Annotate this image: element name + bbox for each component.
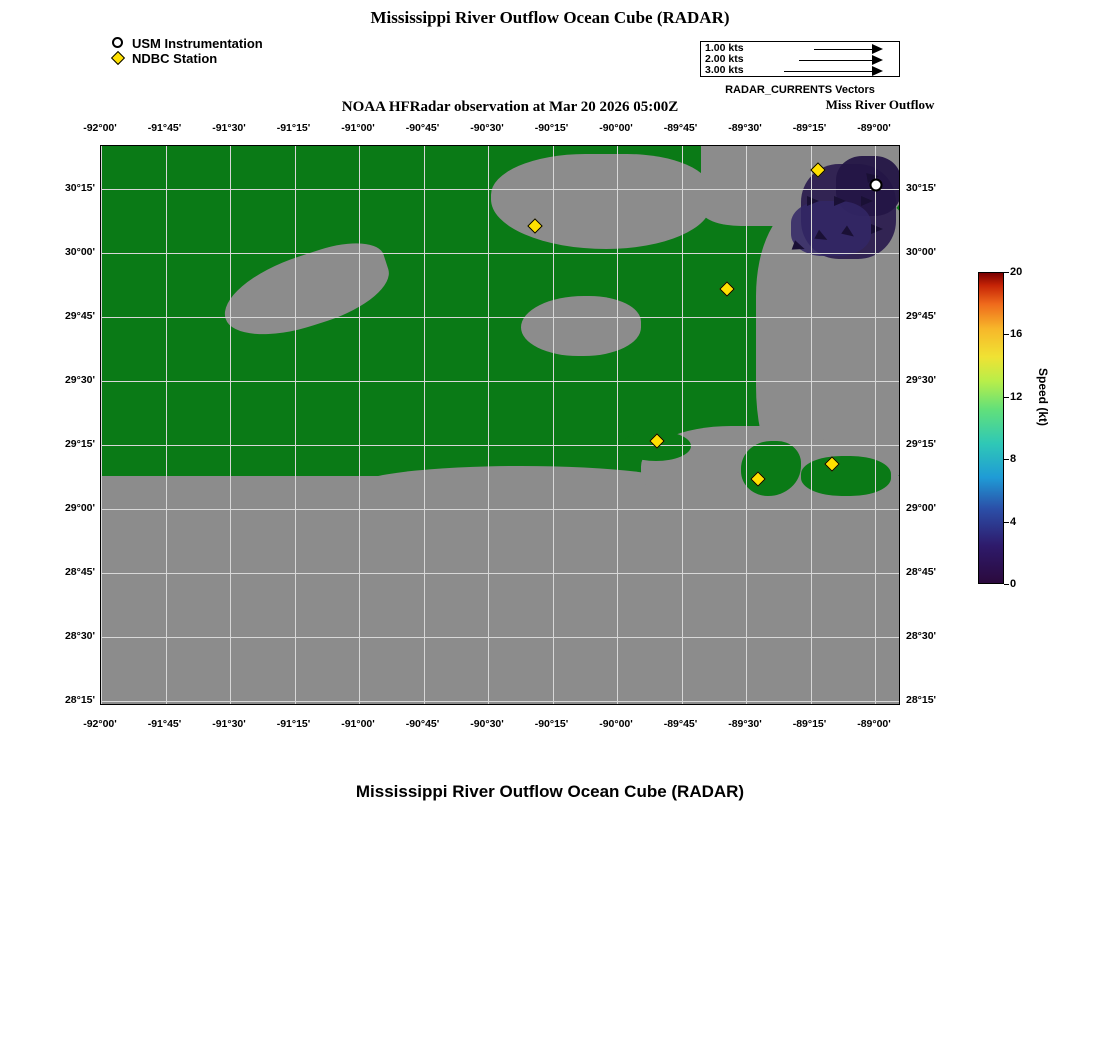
- gridline-horizontal: [101, 701, 899, 702]
- legend-item-usm: [110, 36, 263, 51]
- y-tick-label-right: 29°45': [906, 310, 937, 322]
- current-vector-arrow: [871, 224, 883, 234]
- y-tick-label-right: 28°15': [906, 694, 937, 706]
- y-tick-label-left: 28°15': [64, 694, 95, 706]
- x-tick-label-top: -91°30': [212, 122, 246, 134]
- vector-arrowhead-icon: [872, 44, 883, 54]
- vector-shaft-icon: [784, 71, 872, 72]
- vector-shaft-icon: [814, 49, 872, 50]
- vector-scale-key: [700, 41, 900, 77]
- x-tick-label-bottom: -89°45': [663, 718, 698, 730]
- gridline-horizontal: [101, 381, 899, 382]
- y-tick-label-left: 29°30': [64, 374, 95, 386]
- circle-marker-icon: [110, 36, 130, 51]
- water-channel-east: [801, 456, 891, 496]
- x-tick-label-bottom: -91°15': [276, 718, 311, 730]
- x-tick-label-top: -90°30': [470, 122, 504, 134]
- x-tick-label-top: -90°00': [599, 122, 633, 134]
- current-vector-arrow: [807, 196, 819, 206]
- vector-shaft-icon: [799, 60, 872, 61]
- y-tick-label-left: 30°00': [64, 246, 95, 258]
- y-tick-label-left: 29°00': [64, 502, 95, 514]
- gridline-vertical: [811, 146, 812, 704]
- gridline-horizontal: [101, 445, 899, 446]
- x-tick-label-top: -90°15': [534, 122, 569, 134]
- y-tick-label-right: 30°00': [906, 246, 937, 258]
- x-tick-label-bottom: -90°45': [405, 718, 440, 730]
- map-plot-area[interactable]: [100, 145, 900, 705]
- y-tick-label-right: 29°00': [906, 502, 937, 514]
- vector-key-caption: RADAR_CURRENTS Vectors: [725, 84, 875, 96]
- vector-key-row-3: [701, 65, 901, 77]
- x-tick-label-bottom: -91°00': [341, 718, 375, 730]
- map-canvas: [101, 146, 899, 704]
- x-tick-label-top: -91°45': [147, 122, 182, 134]
- y-tick-label-right: 28°45': [906, 566, 937, 578]
- gridline-vertical: [295, 146, 296, 704]
- y-tick-label-left: 29°45': [64, 310, 95, 322]
- x-tick-label-top: -91°00': [341, 122, 375, 134]
- vector-key-label-1: 1.00 kts: [705, 42, 744, 54]
- current-vector-arrow: [861, 196, 873, 206]
- colorbar-tick-label: 16: [1010, 328, 1023, 341]
- colorbar-tick-label: 12: [1010, 390, 1023, 403]
- symbol-legend: [110, 36, 263, 66]
- vector-key-label-2: 2.00 kts: [705, 53, 744, 65]
- gridline-vertical: [488, 146, 489, 704]
- x-tick-label-bottom: -91°30': [212, 718, 246, 730]
- vector-arrowhead-icon: [872, 55, 883, 65]
- gridline-vertical: [682, 146, 683, 704]
- y-tick-label-left: 30°15': [64, 182, 95, 194]
- colorbar-tick-label: 0: [1010, 578, 1017, 590]
- x-tick-label-bottom: -90°00': [599, 718, 633, 730]
- gridline-vertical: [359, 146, 360, 704]
- region-label: Miss River Outflow: [825, 97, 935, 112]
- x-tick-label-bottom: -91°45': [147, 718, 182, 730]
- usm-instrumentation-marker[interactable]: [870, 179, 883, 192]
- x-tick-label-top: -89°00': [857, 122, 891, 134]
- legend-item-ndbc: [110, 51, 263, 66]
- gridline-horizontal: [101, 573, 899, 574]
- x-tick-label-top: -89°15': [792, 122, 827, 134]
- legend-label-ndbc: NDBC Station: [132, 51, 218, 66]
- land-region-barrier: [356, 466, 686, 506]
- colorbar-gradient: [978, 272, 1004, 584]
- legend-label-usm: USM Instrumentation: [132, 36, 263, 51]
- land-region-inlet-b: [521, 296, 641, 356]
- footer-title: Mississippi River Outflow Ocean Cube (RADAR): [355, 782, 745, 801]
- y-tick-label-right: 28°30': [906, 630, 937, 642]
- y-tick-label-right: 29°30': [906, 374, 937, 386]
- colorbar-tick-label: 8: [1010, 453, 1017, 466]
- gridline-vertical: [553, 146, 554, 704]
- gridline-horizontal: [101, 317, 899, 318]
- x-tick-label-top: -90°45': [405, 122, 440, 134]
- gridline-vertical: [230, 146, 231, 704]
- x-tick-label-top: -89°30': [728, 122, 762, 134]
- observation-title: NOAA HFRadar observation at Mar 20 2026 05:00Z: [341, 99, 679, 115]
- colorbar-tick-label: 4: [1010, 515, 1017, 528]
- x-tick-label-bottom: -89°00': [857, 718, 891, 730]
- diamond-marker-icon: [110, 51, 130, 66]
- colorbar-title: Speed (kt): [1036, 368, 1050, 427]
- gridline-vertical: [746, 146, 747, 704]
- x-tick-label-bottom: -89°15': [792, 718, 827, 730]
- gridline-vertical: [875, 146, 876, 704]
- y-tick-label-left: 28°45': [64, 566, 95, 578]
- gridline-horizontal: [101, 637, 899, 638]
- y-tick-label-right: 29°15': [906, 438, 937, 450]
- y-tick-label-right: 30°15': [906, 182, 937, 194]
- x-tick-label-top: -89°45': [663, 122, 698, 134]
- colorbar: [978, 266, 1050, 590]
- y-tick-label-left: 29°15': [64, 438, 95, 450]
- colorbar-tick-label: 20: [1010, 266, 1023, 278]
- vector-arrowhead-icon: [872, 66, 883, 76]
- y-tick-label-left: 28°30': [64, 630, 95, 642]
- gridline-vertical: [166, 146, 167, 704]
- current-vector-arrow: [834, 196, 846, 206]
- gridline-vertical: [101, 146, 102, 704]
- x-tick-label-bottom: -89°30': [728, 718, 762, 730]
- gridline-horizontal: [101, 189, 899, 190]
- vector-key-label-3: 3.00 kts: [705, 64, 744, 76]
- gridline-horizontal: [101, 509, 899, 510]
- x-tick-label-top: -91°15': [276, 122, 311, 134]
- page-title: Mississippi River Outflow Ocean Cube (RADAR): [370, 8, 730, 27]
- x-tick-label-bottom: -90°15': [534, 718, 569, 730]
- x-tick-label-top: -92°00': [83, 122, 117, 134]
- gridline-vertical: [617, 146, 618, 704]
- gridline-horizontal: [101, 253, 899, 254]
- gridline-vertical: [424, 146, 425, 704]
- x-tick-label-bottom: -92°00': [83, 718, 117, 730]
- x-tick-label-bottom: -90°30': [470, 718, 504, 730]
